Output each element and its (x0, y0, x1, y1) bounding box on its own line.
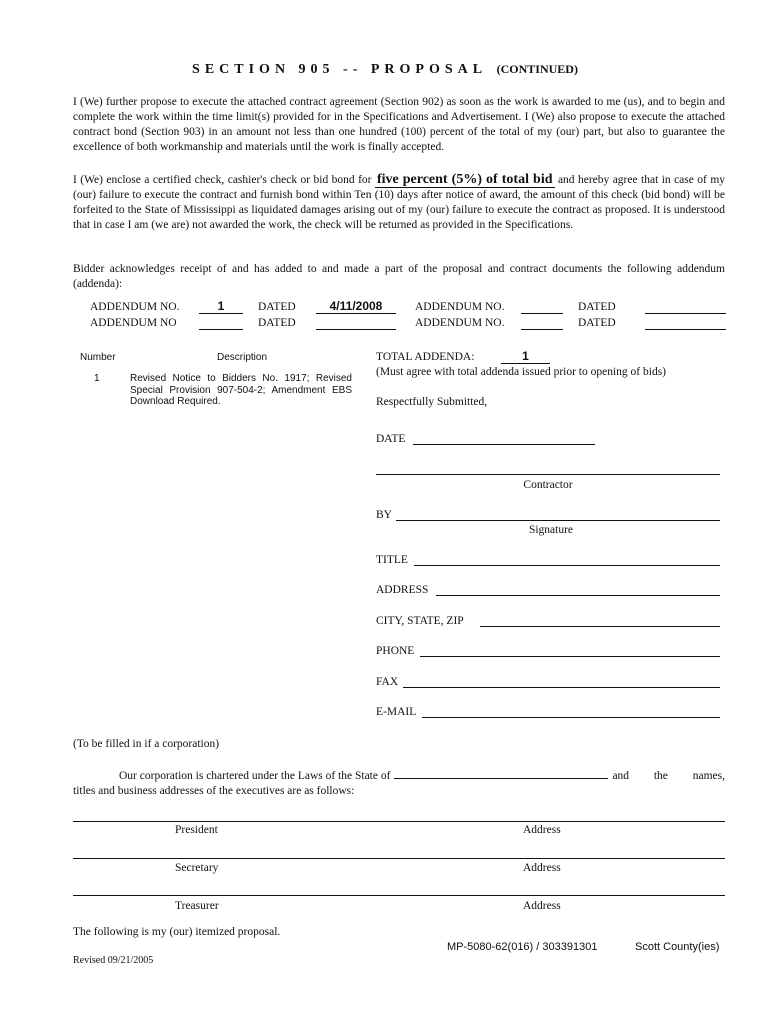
addendum-dated-field-3[interactable] (645, 300, 726, 314)
addendum-dated-field-2[interactable] (316, 316, 396, 330)
title-main: SECTION 905 -- PROPOSAL (192, 62, 488, 77)
date-field[interactable] (413, 444, 595, 445)
corporation-intro: (To be filled in if a corporation) (73, 738, 220, 750)
addendum-dated-field-1[interactable]: 4/11/2008 (316, 300, 396, 314)
total-addenda-note: (Must agree with total addenda issued prior to opening of bids) (376, 366, 666, 378)
city-state-zip-field[interactable] (480, 626, 720, 627)
addendum-no-label-2: ADDENDUM NO (90, 317, 177, 329)
paragraph-addenda-ack: Bidder acknowledges receipt of and has added to and made a part of the proposal and contract documents the following addendum (addenda): (73, 263, 725, 290)
addenda-row-description: Revised Notice to Bidders No. 1917; Revised Special Provision 907-504-2; Amendment EBS Download Required. (130, 373, 352, 407)
county-name: Scott County(ies) (635, 941, 720, 953)
fax-field[interactable] (403, 687, 720, 688)
addendum-no-label-4: ADDENDUM NO. (415, 317, 505, 329)
treasurer-address-label: Address (523, 900, 561, 912)
addenda-row-number: 1 (94, 373, 100, 384)
address-label: ADDRESS (376, 584, 429, 596)
total-addenda-label: TOTAL ADDENDA: (376, 351, 475, 363)
addenda-col-number: Number (80, 352, 116, 363)
title-suffix: (CONTINUED) (496, 62, 578, 76)
addendum-no-label-1: ADDENDUM NO. (90, 301, 180, 313)
phone-label: PHONE (376, 645, 415, 657)
by-label: BY (376, 509, 392, 521)
addenda-col-description: Description (217, 352, 268, 363)
itemized-proposal-text: The following is my (our) itemized proposal. (73, 926, 281, 938)
address-field[interactable] (436, 595, 720, 596)
corporation-text-after-line2: titles and business addresses of the executives are as follows: (73, 785, 355, 797)
secretary-address-label: Address (523, 862, 561, 874)
page-title (0, 62, 770, 78)
addendum-no-field-3[interactable] (521, 300, 563, 314)
signature-field[interactable] (396, 520, 720, 521)
addendum-dated-label-2: DATED (258, 317, 296, 329)
bid-bond-amount: five percent (5%) of total bid (376, 172, 553, 187)
city-state-zip-label: CITY, STATE, ZIP (376, 615, 464, 627)
addendum-dated-label-1: DATED (258, 301, 296, 313)
corporation-statement (73, 765, 725, 799)
corporation-text-after: and the names, (612, 770, 725, 782)
addendum-no-label-3: ADDENDUM NO. (415, 301, 505, 313)
contractor-label: Contractor (523, 479, 573, 491)
bid-bond-text-before: I (We) enclose a certified check, cashier's check or bid bond for (73, 174, 372, 186)
contractor-field[interactable] (376, 474, 720, 475)
addendum-dated-label-3: DATED (578, 301, 616, 313)
total-addenda-field[interactable]: 1 (501, 350, 550, 364)
project-code: MP-5080-62(016) / 303391301 (447, 941, 598, 953)
fax-label: FAX (376, 676, 399, 688)
revised-date: Revised 09/21/2005 (73, 955, 154, 966)
corporation-text-before: Our corporation is chartered under the Laws of the State of (119, 770, 391, 782)
secretary-label: Secretary (175, 862, 219, 874)
president-address-label: Address (523, 824, 561, 836)
president-label: President (175, 824, 218, 836)
treasurer-label: Treasurer (175, 900, 219, 912)
respectfully-submitted: Respectfully Submitted, (376, 396, 488, 408)
treasurer-field[interactable] (73, 895, 725, 896)
signature-label: Signature (528, 524, 574, 536)
secretary-field[interactable] (73, 858, 725, 859)
email-field[interactable] (422, 717, 720, 718)
bid-bond-text-after: and hereby agree that in case of my (our) failure to execute the contract and furnish bond within Ten (10) days after notice of award, the amount of this check (bid bond) will be forfeited to the State of Mississippi as liquidated damages arising out of my (our) failure to execute the contract as proposed. It is understood that in case I am (we are) not awarded the work, the check will be returned as provided in the Specifications. (73, 174, 726, 231)
addendum-no-field-4[interactable] (521, 316, 563, 330)
paragraph-bid-bond (73, 172, 725, 233)
addendum-no-field-2[interactable] (199, 316, 243, 330)
email-label: E-MAIL (376, 706, 417, 718)
paragraph-contract-agreement: I (We) further propose to execute the attached contract agreement (Section 902) as soon as the work is awarded to me (us), and to begin and complete the work within the time limit(s) provided for in the Specifications and Advertisement. I (We) also propose to execute the attached contract bond (Section 903) in an amount not less than one hundred (100) percent of the total of my (our) part, but also to guarantee the excellence of both workmanship and materials until the work is finally accepted. (73, 96, 725, 153)
title-label: TITLE (376, 554, 408, 566)
addendum-no-field-1[interactable]: 1 (199, 300, 243, 314)
corporation-state-field[interactable] (394, 765, 608, 779)
addendum-dated-field-4[interactable] (645, 316, 726, 330)
addendum-dated-label-4: DATED (578, 317, 616, 329)
date-label: DATE (376, 433, 406, 445)
phone-field[interactable] (420, 656, 720, 657)
president-field[interactable] (73, 821, 725, 822)
title-field[interactable] (414, 565, 720, 566)
